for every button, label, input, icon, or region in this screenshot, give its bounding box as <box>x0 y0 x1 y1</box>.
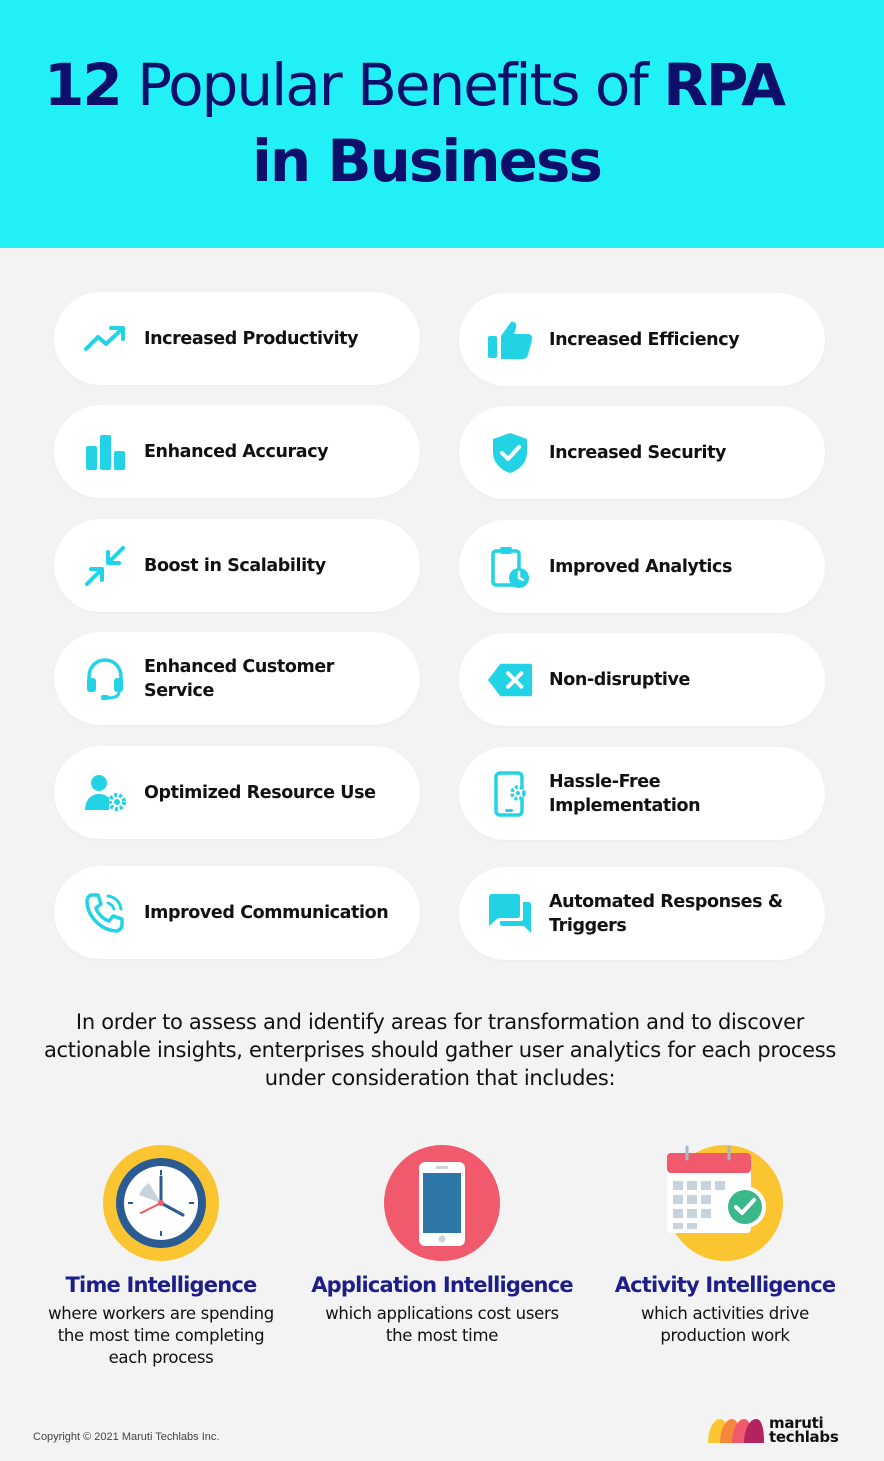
intro-paragraph: In order to assess and identify areas for transformation and to discover actionable insights, enterprises should gather user analytics for each process under consideration that includes: <box>43 1010 837 1090</box>
calendar-check-icon <box>667 1145 783 1261</box>
maruti-techlabs-logo[interactable] <box>706 1415 856 1447</box>
benefit-label: Improved Analytics <box>549 556 732 577</box>
feature-description: which activities drive production work <box>640 1304 810 1345</box>
phone-call-icon <box>82 890 128 936</box>
page-title-line-1 <box>0 52 884 118</box>
page-title-line-2: in Business <box>252 127 601 195</box>
benefit-label: Enhanced Accuracy <box>144 441 329 462</box>
benefit-label: Increased Security <box>549 442 727 463</box>
thumbs-up-icon <box>487 317 533 363</box>
chat-bubbles-icon <box>487 891 533 937</box>
feature-activity-intelligence <box>585 1145 865 1347</box>
clock-icon <box>103 1145 219 1261</box>
feature-title: Activity Intelligence <box>614 1273 836 1297</box>
shield-check-icon <box>487 430 533 476</box>
benefit-card-automated-responses <box>459 867 825 960</box>
headset-icon <box>82 656 128 702</box>
logo-text-line-2: techlabs <box>769 1428 839 1446</box>
clipboard-clock-icon <box>487 544 533 590</box>
benefit-label: Boost in Scalability <box>144 555 326 576</box>
benefit-label: Automated Responses & Triggers <box>549 891 783 936</box>
benefit-card-increased-efficiency <box>459 293 825 386</box>
phone-gear-icon <box>487 771 533 817</box>
benefit-card-optimized-resource-use <box>54 746 420 839</box>
feature-time-intelligence <box>21 1145 301 1369</box>
benefit-card-improved-analytics <box>459 520 825 613</box>
header-banner <box>0 0 884 248</box>
benefit-label: Optimized Resource Use <box>144 782 376 803</box>
user-gear-icon <box>82 770 128 816</box>
backspace-x-icon <box>487 657 533 703</box>
trending-up-icon <box>82 316 128 362</box>
benefit-label: Hassle-Free Implementation <box>549 771 701 816</box>
feature-description: where workers are spending the most time completing each process <box>48 1304 274 1367</box>
bar-chart-icon <box>82 429 128 475</box>
benefit-card-non-disruptive <box>459 633 825 726</box>
benefit-label: Non-disruptive <box>549 669 690 690</box>
smartphone-icon <box>384 1145 500 1261</box>
benefit-card-increased-security <box>459 406 825 499</box>
benefit-label: Enhanced Customer Service <box>144 656 335 701</box>
benefit-card-enhanced-customer-service <box>54 632 420 725</box>
compress-arrows-icon <box>82 543 128 589</box>
feature-title: Time Intelligence <box>65 1273 257 1297</box>
benefit-card-hassle-free-implementation <box>459 747 825 840</box>
benefit-card-increased-productivity <box>54 292 420 385</box>
copyright-text: Copyright © 2021 Maruti Techlabs Inc. <box>33 1431 220 1443</box>
title-number: 12 <box>44 51 121 119</box>
logo-mark-icon <box>706 1415 766 1445</box>
feature-title: Application Intelligence <box>311 1273 573 1297</box>
benefit-label: Increased Productivity <box>144 328 359 349</box>
benefit-card-enhanced-accuracy <box>54 405 420 498</box>
logo-text-line-1: maruti <box>769 1414 824 1432</box>
benefit-card-improved-communication <box>54 866 420 959</box>
benefit-card-boost-in-scalability <box>54 519 420 612</box>
feature-application-intelligence <box>302 1145 582 1347</box>
title-middle: Popular Benefits of <box>137 51 647 119</box>
benefit-label: Improved Communication <box>144 902 389 923</box>
title-rpa: RPA <box>663 51 784 119</box>
logo-text <box>769 1416 838 1444</box>
feature-description: which applications cost users the most time <box>325 1304 559 1345</box>
benefit-label: Increased Efficiency <box>549 329 740 350</box>
